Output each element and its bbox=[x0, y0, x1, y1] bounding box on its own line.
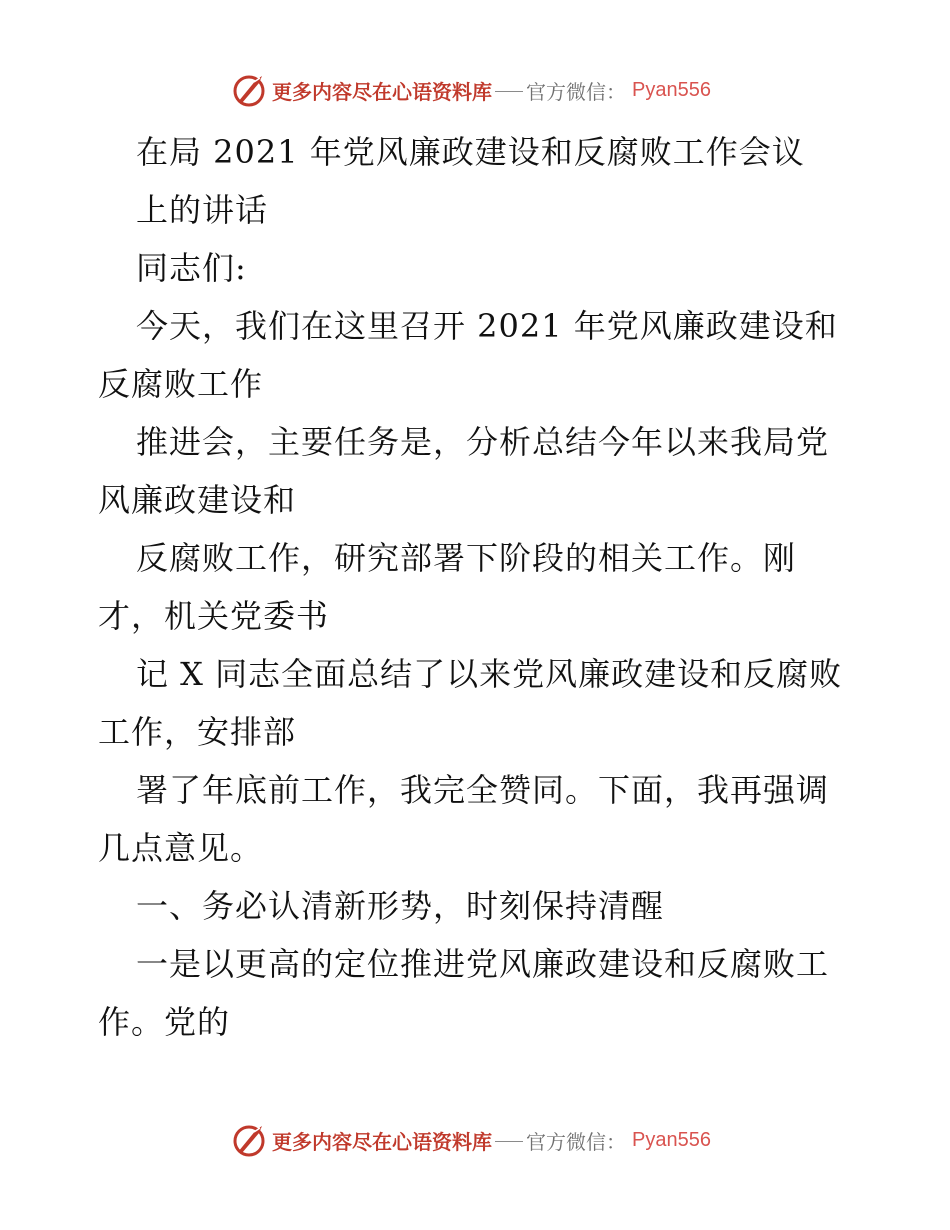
section-heading: 一、务必认清新形势，时刻保持清醒 bbox=[136, 887, 665, 925]
document-body bbox=[98, 123, 858, 1051]
pen-logo-icon bbox=[232, 1122, 268, 1158]
banner-dash bbox=[495, 1141, 523, 1142]
banner-grey-text: 官方微信： bbox=[526, 79, 626, 104]
banner-grey-text: 官方微信： bbox=[526, 1129, 626, 1154]
footer-watermark-banner bbox=[232, 1120, 752, 1160]
paragraph-line: 作。党的 bbox=[98, 1003, 231, 1041]
paragraph-line: 一是以更高的定位推进党风廉政建设和反腐败工 bbox=[136, 945, 830, 983]
banner-wechat-id: Pyan556 bbox=[632, 78, 711, 101]
paragraph-line: 署了年底前工作，我完全赞同。下面，我再强调 bbox=[136, 771, 830, 809]
salutation: 同志们: bbox=[136, 249, 247, 287]
paragraph-line: 才，机关党委书 bbox=[98, 597, 330, 635]
paragraph-line: 反腐败工作，研究部署下阶段的相关工作。刚 bbox=[136, 539, 797, 577]
title-line-2: 上的讲话 bbox=[136, 191, 269, 229]
paragraph-line: 工作，安排部 bbox=[98, 713, 297, 751]
paragraph-line: 今天，我们在这里召开 2021 年党风廉政建设和 bbox=[136, 307, 838, 345]
title-line-1: 在局 2021 年党风廉政建设和反腐败工作会议 bbox=[136, 133, 805, 171]
pen-logo-icon bbox=[232, 72, 268, 108]
header-watermark-banner bbox=[232, 70, 752, 110]
banner-red-text: 更多内容尽在心语资料库 bbox=[272, 79, 492, 104]
banner-red-text: 更多内容尽在心语资料库 bbox=[272, 1129, 492, 1154]
paragraph-line: 推进会，主要任务是，分析总结今年以来我局党 bbox=[136, 423, 830, 461]
paragraph-line: 几点意见。 bbox=[98, 829, 264, 867]
paragraph-line: 反腐败工作 bbox=[98, 365, 264, 403]
banner-wechat-id: Pyan556 bbox=[632, 1128, 711, 1151]
paragraph-line: 记 X 同志全面总结了以来党风廉政建设和反腐败 bbox=[136, 655, 843, 693]
banner-dash bbox=[495, 91, 523, 92]
paragraph-line: 风廉政建设和 bbox=[98, 481, 297, 519]
